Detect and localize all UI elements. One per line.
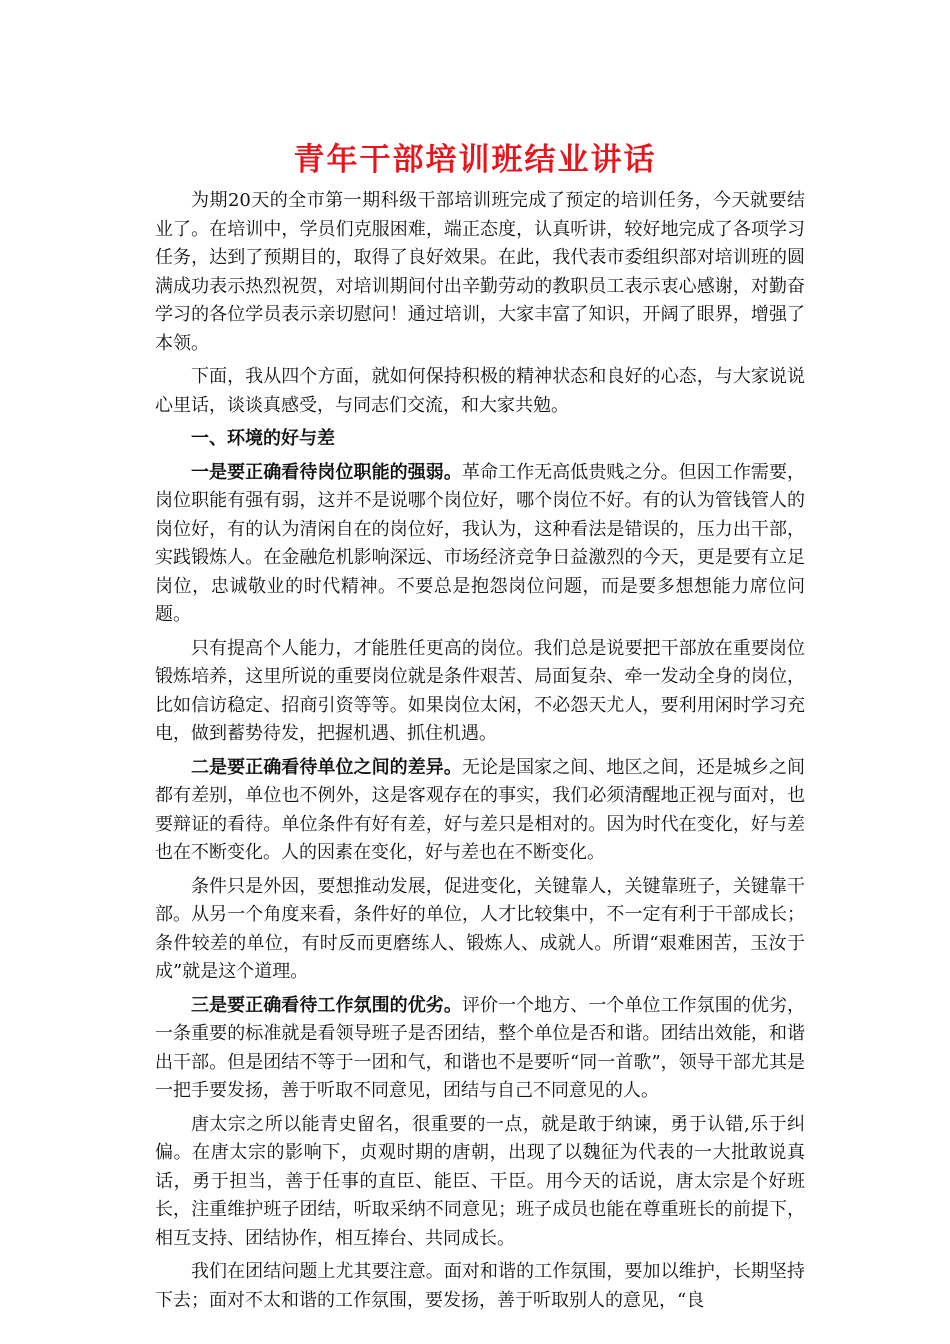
paragraph-text: 评价一个地方、一个单位工作氛围的优劣，一条重要的标准就是看领导班子是否团结，整个单位是否和谐。团结出效能，和谐出干部。但是团结不等于一团和气，和谐也不是要听“同一首歌”，领导干部尤其是一把手要发扬，善于听取不同意见，团结与自己不同意见的人。 — [155, 994, 806, 1101]
paragraph-text: 条件只是外因，要想推动发展，促进变化，关键靠人，关键靠班子，关键靠干部。从另一个角度来看，条件好的单位，人才比较集中，不一定有利于干部成长；条件较差的单位，有时反而更磨练人、锻炼人、成就人。所谓“艰难困苦，玉汝于成”就是这个道理。 — [155, 875, 805, 982]
paragraph-text: 唐太宗之所以能青史留名，很重要的一点，就是敢于纳谏，勇于认错,乐于纠偏。在唐太宗的影响下，贞观时期的唐朝，出现了以魏征为代表的一大批敢说真话，勇于担当，善于任事的直臣、能臣、干臣。用今天的话说，唐太宗是个好班长，注重维护班子团结，听取采纳不同意见；班子成员也能在尊重班长的前提下，相互支持、团结协作，相互捧台、共同成长。 — [155, 1113, 805, 1249]
paragraph-6 — [155, 754, 805, 868]
paragraph-10 — [155, 1258, 805, 1315]
paragraph-text: 无论是国家之间、地区之间，还是城乡之间都有差别，单位也不例外，这是客观存在的事实，我们必须清醒地正视与面对，也要辩证的看待。单位条件有好有差，好与差只是相对的。因为时代在变化，好与差也在不断变化。人的因素在变化，好与差也在不断变化。 — [155, 756, 806, 863]
paragraph-text: 下面，我从四个方面，就如何保持积极的精神状态和良好的心态，与大家说说心里话，谈谈真感受，与同志们交流，和大家共勉。 — [155, 366, 805, 416]
paragraph-text: 我们在团结问题上尤其要注意。面对和谐的工作氛围，要加以维护，长期坚持下去；面对不太和谐的工作氛围，要发扬，善于听取别人的意见，“良 — [155, 1261, 805, 1311]
paragraph-4 — [155, 459, 805, 630]
document-body — [155, 187, 805, 1320]
paragraph-1 — [155, 187, 805, 358]
document-title: 青年干部培训班结业讲话 — [293, 142, 657, 178]
paragraph-text: 为期20天的全市第一期科级干部培训班完成了预定的培训任务，今天就要结业了。在培训中，学员们克服困难，端正态度，认真听讲，较好地完成了各项学习任务，达到了预期目的，取得了良好效果。在此，我代表市委组织部对培训班的圆满成功表示热烈祝贺，对培训期间付出辛勤劳动的教职员工表示衷心感谢，对勤奋学习的各位学员表示亲切慰问！通过培训，大家丰富了知识，开阔了眼界，增强了本领。 — [155, 190, 805, 354]
paragraph-text: 革命工作无高低贵贱之分。但因工作需要，岗位职能有强有弱，这并不是说哪个岗位好，哪个岗位不好。有的认为管钱管人的岗位好，有的认为清闲自在的岗位好，我认为，这种看法是错误的，压力出干部，实践锻炼人。在金融危机影响深远、市场经济竞争日益激烈的今天，更是要有立足岗位，忠诚敬业的时代精神。不要总是抱怨岗位问题，而是要多想想能力席位问题。 — [155, 461, 806, 625]
paragraph-5 — [155, 635, 805, 749]
paragraph-lead: 三是要正确看待工作氛围的优劣。 — [191, 994, 462, 1016]
paragraph-lead: 二是要正确看待单位之间的差异。 — [191, 756, 462, 778]
paragraph-text: 只有提高个人能力，才能胜任更高的岗位。我们总是说要把干部放在重要岗位锻炼培养，这里所说的重要岗位就是条件艰苦、局面复杂、牵一发动全身的岗位，比如信访稳定、招商引资等等。如果岗位太闲，不必怨天尤人，要利用闲时学习充电，做到蓄势待发，把握机遇、抓住机遇。 — [155, 637, 805, 744]
section-heading: 一、环境的好与差 — [191, 428, 335, 449]
paragraph-lead: 一是要正确看待岗位职能的强弱。 — [191, 461, 462, 483]
paragraph-2 — [155, 363, 805, 420]
paragraph-7 — [155, 873, 805, 987]
paragraph-9 — [155, 1111, 805, 1254]
paragraph-8 — [155, 992, 805, 1106]
